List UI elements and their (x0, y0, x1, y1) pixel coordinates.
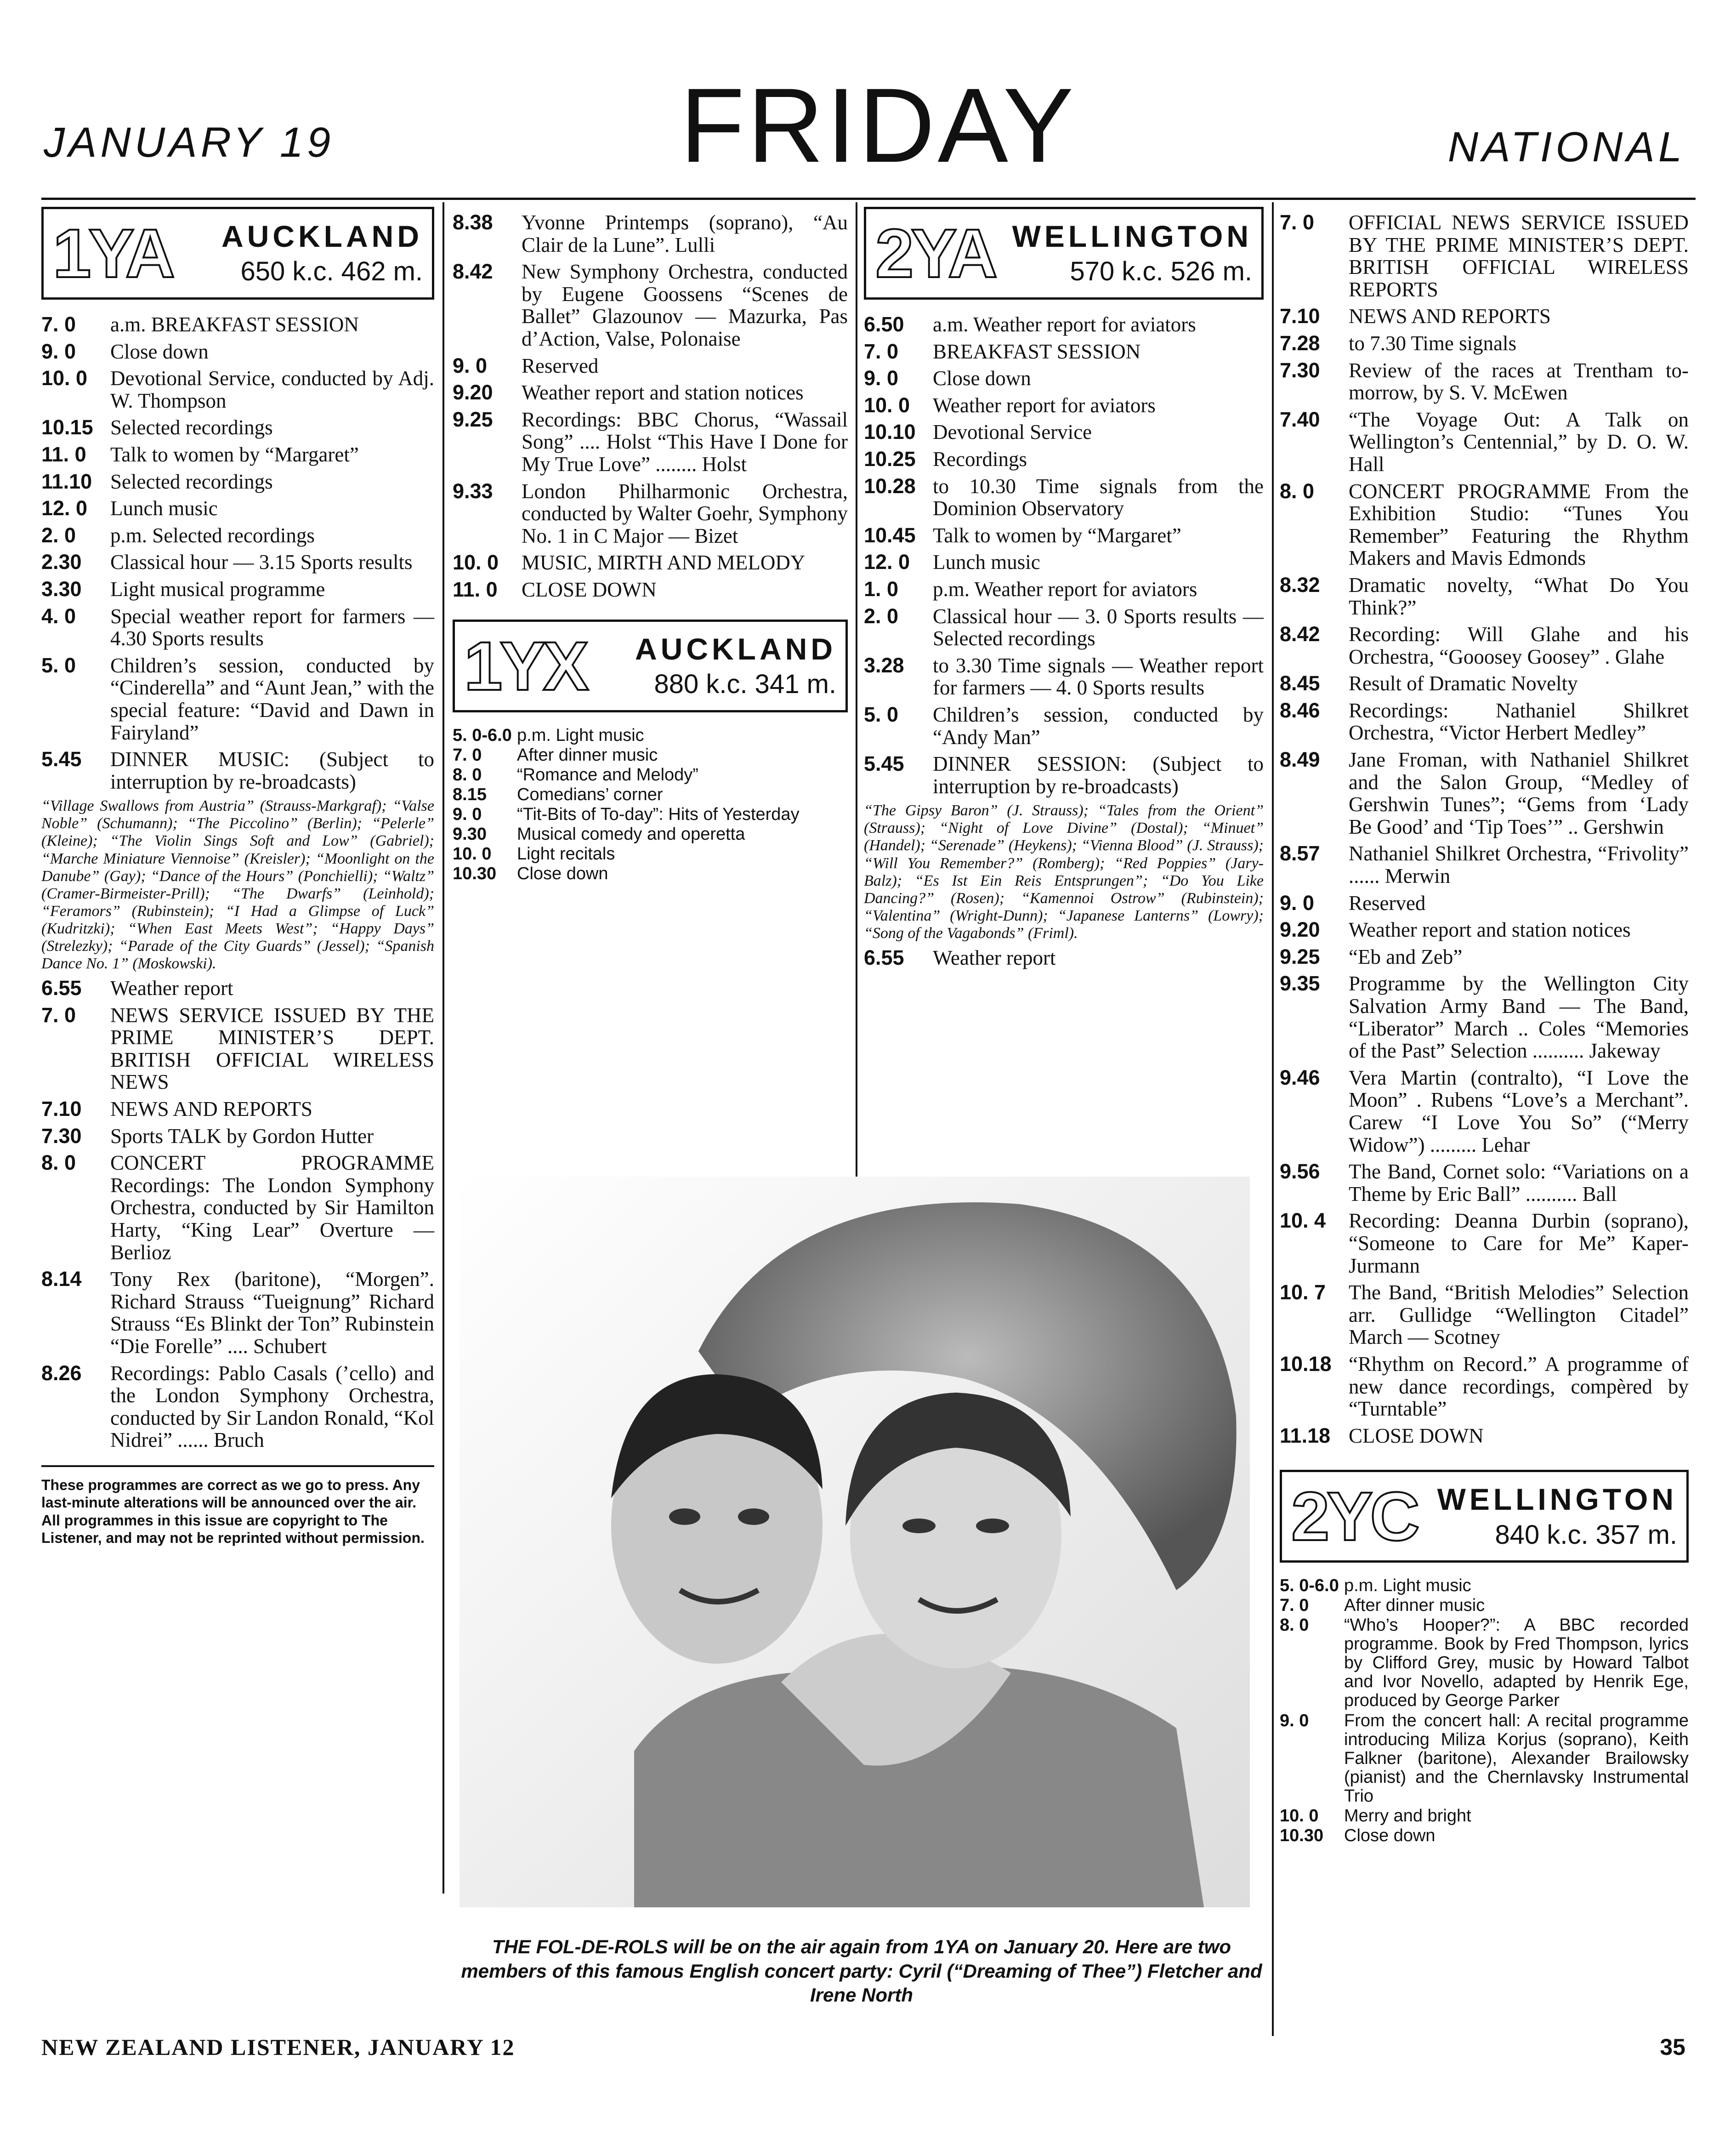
programme-entry (453, 355, 848, 377)
programme-entry (453, 785, 848, 804)
entry-time: 9. 0 (453, 353, 488, 377)
entry-time: 7. 0 (864, 339, 899, 363)
entry-time: 7. 0 (453, 745, 482, 765)
programme-entry (41, 578, 434, 601)
entry-description: Weather report (110, 977, 233, 1000)
entry-time: 5. 0 (864, 702, 899, 726)
programme-entry (41, 444, 434, 466)
programme-entry (1280, 842, 1689, 887)
entry-time: 9. 0 (1280, 1711, 1309, 1730)
entry-description: Review of the races at Trentham to-morrow, by S. V. McEwen (1349, 358, 1689, 404)
entry-description: Merry and bright (1344, 1806, 1471, 1826)
entry-time: 1. 0 (864, 577, 899, 601)
entry-description: Vera Martin (contralto), “I Love the Moon” . Rubens “Love’s a Merchant”. Carew “I Love You So” (“Merry Widow”) ......... Lehar (1349, 1066, 1689, 1156)
programme-list (41, 977, 434, 1451)
entry-time: 5.45 (864, 752, 904, 776)
entry-description: Recording: Will Glahe and his Orchestra, “Gooosey Goosey” . Glahe (1349, 623, 1689, 668)
entry-description: Recordings: BBC Chorus, “Wassail Song” .... Holst “This Have I Done for My True Love” ........ Holst (522, 408, 848, 476)
entry-description: to 3.30 Time signals — Weather report for farmers — 4. 0 Sports results (933, 654, 1264, 700)
station-logo: 1YA (53, 215, 173, 292)
entry-description: p.m. Light music (517, 725, 644, 745)
entry-description: Children’s session, conducted by “Andy Man” (933, 703, 1264, 749)
station-box-2ya (864, 207, 1264, 300)
footer-publication: NEW ZEALAND LISTENER, JANUARY 12 (41, 2034, 515, 2060)
entry-description: a.m. BREAKFAST SESSION (110, 313, 359, 336)
programme-list (41, 313, 434, 793)
station-box-1ya (41, 207, 434, 300)
entry-description: Programme by the Wellington City Salvation Army Band — The Band, “Liberator” March .. Coles “Memories of the Past” Selection .......... Jakeway (1349, 972, 1689, 1063)
entry-time: 12. 0 (864, 550, 910, 574)
column-divider (1272, 202, 1274, 2036)
programme-entry (41, 1152, 434, 1263)
station-city: WELLINGTON (1437, 1482, 1677, 1517)
dinner-music-note: “Village Swallows from Austria” (Strauss-Markgraf); “Valse Noble” (Schumann); “The Piccolino” (Berlin); “Pelerle” (Kleine); “The Violin Sings Soft and Low” (Gabriel); “Marche Miniature Viennoise” (Kreisler); “Moonlight on the Danube” (Gay); “Dance of the Hours” (Ponchielli); “Waltz” (Cramer-Birmeister-Prill); “The Dwarfs” (Leinhold); “Feramors” (Rubinstein); “I Had a Glimpse of Luck” (Kudritzki); “When East Meets West”; “Happy Days” (Strelezky); “Parade of the City Guards” (Jessel); “Spanish Dance No. 1” (Moskowski). (41, 797, 434, 972)
entry-description: Selected recordings (110, 416, 273, 439)
entry-description: Close down (1344, 1826, 1435, 1845)
column-2ya-continued (1280, 207, 1689, 1846)
entry-time: 12. 0 (41, 496, 88, 520)
programme-list (1280, 211, 1689, 1447)
entry-description: Talk to women by “Margaret” (110, 443, 359, 466)
entry-time: 9. 0 (453, 804, 482, 824)
entry-time: 8. 0 (453, 765, 482, 785)
column-1ya-continued (453, 207, 848, 884)
entry-time: 8. 0 (1280, 1615, 1309, 1635)
programme-entry (1280, 1067, 1689, 1156)
column-1yA (41, 207, 434, 1547)
programme-list (864, 313, 1264, 797)
programme-entry (1280, 1425, 1689, 1447)
entry-time: 10.30 (453, 864, 497, 883)
programme-entry (453, 825, 848, 844)
entry-time: 5. 0-6.0 (453, 725, 512, 745)
entry-description: After dinner music (517, 745, 658, 765)
entry-time: 10. 4 (1280, 1209, 1326, 1233)
programme-entry (1280, 1596, 1689, 1615)
programme-entry (453, 552, 848, 574)
programme-entry (41, 471, 434, 493)
programme-entry (1280, 1807, 1689, 1826)
entry-time: 9.20 (453, 381, 493, 404)
programme-entry (453, 381, 848, 404)
entry-description: Children’s session, conducted by “Cinderella” and “Aunt Jean,” with the special feature: “David and Dawn in Fairyland” (110, 654, 434, 744)
programme-entry (864, 341, 1264, 363)
entry-description: Light musical programme (110, 577, 325, 601)
entry-time: 7.40 (1280, 407, 1320, 431)
programme-entry (1280, 1712, 1689, 1806)
entry-time: 9.33 (453, 479, 493, 503)
programme-entry (453, 211, 848, 256)
header-date: JANUARY 19 (44, 119, 335, 166)
column-divider (856, 202, 857, 1177)
entry-time: 8.46 (1280, 698, 1320, 722)
header-day: FRIDAY (680, 66, 1077, 184)
entry-time: 10. 0 (41, 366, 88, 390)
entry-time: 8. 0 (1280, 479, 1315, 503)
entry-description: Classical hour — 3. 0 Sports results — Selected recordings (933, 604, 1264, 650)
programme-entry (1280, 211, 1689, 301)
programme-entry (41, 1004, 434, 1093)
photo-caption: THE FOL-DE-ROLS will be on the air again from 1YA on January 20. Here are two members of this famous English concert party: Cyril (“Dreaming of Thee”) Fletcher and Irene North (461, 1936, 1262, 2006)
entry-time: 8.42 (1280, 622, 1320, 646)
programme-entry (1280, 973, 1689, 1062)
entry-description: DINNER SESSION: (Subject to interruption by re-broadcasts) (933, 752, 1264, 798)
entry-description: Weather report for aviators (933, 393, 1156, 417)
entry-time: 9.20 (1280, 918, 1320, 942)
programme-entry (41, 1098, 434, 1121)
programme-entry (41, 748, 434, 793)
page-number: 35 (1660, 2034, 1685, 2060)
entry-time: 9.25 (1280, 944, 1320, 968)
entry-description: Recordings: Nathaniel Shilkret Orchestra, “Victor Herbert Medley” (1349, 699, 1689, 745)
station-frequency: 650 k.c. 462 m. (240, 256, 423, 287)
entry-time: 7.10 (41, 1097, 82, 1121)
entry-time: 3.30 (41, 577, 82, 601)
entry-description: CLOSE DOWN (1349, 1424, 1484, 1447)
station-city: WELLINGTON (1012, 219, 1252, 254)
programme-entry (864, 524, 1264, 547)
entry-description: New Symphony Orchestra, conducted by Eugene Goossens “Scenes de Ballet” Glazounov — Mazurka, Pas d’Action, Valse, Polonaise (522, 260, 848, 350)
programme-entry (1280, 409, 1689, 476)
station-city: AUCKLAND (635, 631, 836, 666)
entry-time: 7. 0 (41, 1003, 76, 1027)
entry-time: 4. 0 (41, 604, 76, 628)
entry-time: 10.18 (1280, 1352, 1332, 1376)
entry-description: From the concert hall: A recital programme introducing Miliza Korjus (soprano), Keith Falkner (baritone), Alexander Brailowsky (pianist) and the Chernlavsky Instrumental Trio (1344, 1711, 1689, 1806)
programme-entry (41, 551, 434, 574)
programme-entry (41, 605, 434, 650)
entry-time: 7.30 (1280, 358, 1320, 382)
programme-entry (864, 753, 1264, 797)
programme-list-small (1280, 1576, 1689, 1845)
station-logo: 2YC (1291, 1478, 1417, 1555)
entry-description: Weather report and station notices (522, 381, 804, 404)
entry-description: The Band, “British Melodies” Selection arr. Gullidge “Wellington Citadel” March — Scotney (1349, 1281, 1689, 1349)
programme-entry (41, 341, 434, 363)
entry-description: Yvonne Printemps (soprano), “Au Clair de la Lune”. Lulli (522, 211, 848, 256)
programme-entry (41, 1268, 434, 1357)
entry-time: 6.55 (864, 945, 904, 969)
entry-description: BREAKFAST SESSION (933, 340, 1141, 363)
programme-entry (864, 654, 1264, 699)
entry-time: 10. 0 (1280, 1806, 1319, 1826)
programme-entry (41, 977, 434, 1000)
programme-entry (864, 947, 1264, 969)
entry-description: Recordings (933, 447, 1027, 471)
entry-description: Devotional Service (933, 421, 1092, 444)
dinner-session-note: “The Gipsy Baron” (J. Strauss); “Tales from the Orient” (Strauss); “Night of Love Divine” (Dostal); “Minuet” (Handel); “Serenade” (Heykens); “Vienna Blood” (J. Strauss); “Will You Remember?” (Romberg); “Red Poppies” (Jary-Balz); “Es Ist Ein Reis Entsprungen”; “Do You Like Dancing?” (Rosen); “Kamennoi Ostrow” (Rubinstein); “Valentina” (Wright-Dunn); “Japanese Lanterns” (Lowry); “Song of the Vagabonds” (Friml). (864, 802, 1264, 942)
programme-entry (1280, 1616, 1689, 1710)
programme-entry (1280, 623, 1689, 668)
entry-time: 6.50 (864, 313, 904, 336)
entry-time: 9.25 (453, 407, 493, 431)
entry-time: 7. 0 (1280, 210, 1315, 234)
entry-description: After dinner music (1344, 1596, 1485, 1615)
entry-description: Lunch music (933, 551, 1040, 574)
entry-time: 9.46 (1280, 1065, 1320, 1089)
station-frequency: 570 k.c. 526 m. (1070, 256, 1252, 287)
programme-entry (453, 579, 848, 601)
entry-description: Result of Dramatic Novelty (1349, 672, 1578, 695)
entry-time: 2. 0 (41, 523, 76, 547)
entry-description: to 7.30 Time signals (1349, 331, 1517, 355)
header-rule (41, 198, 1696, 200)
station-box-1yx (453, 620, 848, 712)
station-frequency: 880 k.c. 341 m. (654, 669, 836, 699)
programme-entry (1280, 1210, 1689, 1277)
programme-entry (41, 524, 434, 547)
entry-time: 9. 0 (864, 366, 899, 390)
programme-entry (864, 578, 1264, 601)
programme-entry (1280, 332, 1689, 355)
programme-entry (864, 475, 1264, 520)
entry-description: Recording: Deanna Durbin (soprano), “Someone to Care for Me” Kaper-Jurmann (1349, 1209, 1689, 1277)
entry-description: Close down (933, 367, 1031, 390)
entry-description: CONCERT PROGRAMME Recordings: The London Symphony Orchestra, conducted by Sir Hamilton Harty, “King Lear” Overture — Berlioz (110, 1151, 434, 1264)
entry-time: 10. 7 (1280, 1280, 1326, 1304)
entry-description: CONCERT PROGRAMME From the Exhibition Studio: “Tunes You Remember” Featuring the Rhythm Makers and Mavis Edmonds (1349, 479, 1689, 570)
entry-time: 9. 0 (41, 339, 76, 363)
entry-time: 10. 0 (453, 551, 499, 574)
entry-description: NEWS SERVICE ISSUED BY THE PRIME MINISTER’S DEPT. BRITISH OFFICIAL WIRELESS NEWS (110, 1003, 434, 1094)
programme-entry (453, 766, 848, 785)
entry-time: 8. 0 (41, 1151, 76, 1175)
entry-description: “Eb and Zeb” (1349, 945, 1463, 968)
programme-entry (1280, 1826, 1689, 1845)
entry-description: Devotional Service, conducted by Adj. W. Thompson (110, 367, 434, 412)
programme-entry (453, 726, 848, 745)
programme-list (864, 947, 1264, 969)
entry-description: p.m. Light music (1344, 1576, 1471, 1596)
entry-time: 8.38 (453, 210, 493, 234)
entry-time: 9. 0 (1280, 891, 1315, 915)
programme-entry (41, 416, 434, 439)
entry-time: 11. 0 (41, 442, 86, 466)
entry-time: 11. 0 (453, 577, 498, 601)
entry-time: 6.55 (41, 976, 82, 1000)
programme-entry (1280, 946, 1689, 968)
entry-description: Reserved (522, 354, 599, 377)
station-frequency: 840 k.c. 357 m. (1495, 1519, 1677, 1550)
programme-entry (453, 865, 848, 883)
station-box-2yc (1280, 1470, 1689, 1563)
entry-time: 8.32 (1280, 573, 1320, 597)
programme-entry (453, 409, 848, 476)
header-network: NATIONAL (1447, 124, 1685, 171)
entry-description: Selected recordings (110, 470, 273, 493)
programme-list (453, 211, 848, 601)
entry-time: 2. 0 (864, 604, 899, 628)
entry-time: 7.30 (41, 1124, 82, 1148)
programme-entry (1280, 574, 1689, 619)
programme-entry (1280, 892, 1689, 915)
entry-description: Weather report and station notices (1349, 918, 1631, 942)
entry-time: 11.18 (1280, 1423, 1331, 1447)
entry-time: 10. 0 (864, 393, 910, 417)
entry-description: DINNER MUSIC: (Subject to interruption by re-broadcasts) (110, 748, 434, 793)
station-logo: 1YX (464, 627, 586, 705)
programme-entry (1280, 305, 1689, 328)
entry-time: 5.45 (41, 747, 82, 771)
programme-entry (41, 313, 434, 336)
entry-description: Jane Froman, with Nathaniel Shilkret and the Salon Group, “Medley of Gershwin Tunes”; “Gems from ‘Lady Be Good’ and ‘Tip Toes’” .. Gershwin (1349, 748, 1689, 838)
photo-illustration (460, 1177, 1250, 1907)
programme-entry (453, 480, 848, 547)
station-logo: 2YA (875, 215, 995, 292)
programme-entry (864, 313, 1264, 336)
copyright-notice: These programmes are correct as we go to press. Any last-minute alterations will be announced over the air. All programmes in this issue are copyright to The Listener, and may not be reprinted without permission. (41, 1465, 434, 1547)
entry-description: Talk to women by “Margaret” (933, 523, 1181, 547)
entry-time: 8.49 (1280, 748, 1320, 772)
entry-description: London Philharmonic Orchestra, conducted by Walter Goehr, Symphony No. 1 in C Major — Bizet (522, 479, 848, 547)
programme-entry (1280, 919, 1689, 941)
entry-description: MUSIC, MIRTH AND MELODY (522, 551, 806, 574)
photo-fol-de-rols (460, 1177, 1250, 1907)
entry-time: 7. 0 (41, 313, 76, 336)
entry-time: 7.10 (1280, 304, 1320, 328)
entry-description: Close down (110, 340, 209, 363)
entry-description: Lunch music (110, 497, 218, 520)
programme-entry (1280, 1281, 1689, 1348)
programme-entry (453, 261, 848, 350)
entry-description: Dramatic novelty, “What Do You Think?” (1349, 573, 1689, 619)
entry-description: “Romance and Melody” (517, 765, 698, 785)
entry-time: 2.30 (41, 550, 82, 574)
entry-time: 9.56 (1280, 1160, 1320, 1183)
entry-time: 10.10 (864, 420, 916, 444)
entry-time: 5. 0 (41, 653, 76, 677)
entry-description: OFFICIAL NEWS SERVICE ISSUED BY THE PRIME MINISTER’S DEPT. BRITISH OFFICIAL WIRELESS REPORTS (1349, 211, 1689, 301)
column-divider (443, 202, 444, 1894)
entry-time: 7.28 (1280, 331, 1320, 355)
entry-description: Recordings: Pablo Casals (’cello) and the London Symphony Orchestra, conducted by Sir Landon Ronald, “Kol Nidrei” ...... Bruch (110, 1361, 434, 1452)
programme-entry (1280, 1353, 1689, 1420)
programme-entry (1280, 1576, 1689, 1595)
entry-time: 11.10 (41, 469, 92, 493)
entry-description: Light recitals (517, 844, 615, 864)
entry-time: 10.25 (864, 447, 916, 471)
entry-description: NEWS AND REPORTS (110, 1098, 312, 1121)
programme-entry (1280, 1160, 1689, 1205)
programme-entry (1280, 700, 1689, 744)
programme-entry (864, 421, 1264, 444)
entry-description: Nathaniel Shilkret Orchestra, “Frivolity” ...... Merwin (1349, 842, 1689, 888)
programme-entry (41, 654, 434, 744)
programme-entry (41, 1125, 434, 1148)
entry-time: 10.45 (864, 523, 916, 547)
entry-time: 7. 0 (1280, 1596, 1309, 1615)
programme-entry (864, 605, 1264, 650)
entry-time: 5. 0-6.0 (1280, 1576, 1339, 1596)
programme-entry (453, 845, 848, 864)
entry-time: 8.14 (41, 1267, 82, 1291)
entry-description: Tony Rex (baritone), “Morgen”. Richard Strauss “Tueignung” Richard Strauss “Es Blinkt der Ton” Rubinstein “Die Forelle” .... Schubert (110, 1268, 434, 1358)
programme-entry (41, 1362, 434, 1451)
entry-description: “The Voyage Out: A Talk on Wellington’s Centennial,” by D. O. W. Hall (1349, 408, 1689, 476)
programme-entry (453, 746, 848, 765)
programme-entry (864, 367, 1264, 390)
entry-description: “Who’s Hooper?”: A BBC recorded programme. Book by Fred Thompson, lyrics by Clifford Grey, music by Howard Talbot and Ivor Novello, adapted by Henrik Ege, produced by George Parker (1344, 1615, 1689, 1711)
entry-time: 10.30 (1280, 1826, 1324, 1845)
entry-description: a.m. Weather report for aviators (933, 313, 1196, 336)
entry-time: 9.30 (453, 824, 487, 844)
entry-description: Close down (517, 864, 608, 883)
programme-entry (864, 551, 1264, 574)
entry-time: 3.28 (864, 653, 904, 677)
entry-description: “Rhythm on Record.” A programme of new dance recordings, compèred by “Turntable” (1349, 1352, 1689, 1421)
entry-description: Comedians’ corner (517, 785, 663, 804)
entry-time: 8.42 (453, 260, 493, 284)
entry-description: p.m. Selected recordings (110, 523, 315, 547)
entry-description: CLOSE DOWN (522, 578, 657, 601)
programme-entry (41, 497, 434, 520)
station-city: AUCKLAND (221, 219, 423, 254)
entry-time: 8.57 (1280, 842, 1320, 865)
entry-description: Sports TALK by Gordon Hutter (110, 1124, 374, 1148)
entry-description: Reserved (1349, 891, 1426, 915)
entry-time: 8.15 (453, 785, 487, 804)
entry-time: 10. 0 (453, 844, 492, 864)
entry-description: Special weather report for farmers — 4.30 Sports results (110, 604, 434, 650)
programme-entry (864, 704, 1264, 748)
programme-entry (453, 805, 848, 824)
entry-time: 10.15 (41, 415, 93, 439)
entry-description: p.m. Weather report for aviators (933, 577, 1197, 601)
programme-entry (864, 448, 1264, 471)
entry-description: Classical hour — 3.15 Sports results (110, 551, 413, 574)
programme-entry (1280, 359, 1689, 404)
entry-description: “Tit-Bits of To-day”: Hits of Yesterday (517, 804, 800, 824)
entry-description: NEWS AND REPORTS (1349, 305, 1551, 328)
entry-time: 9.35 (1280, 972, 1320, 995)
entry-time: 8.26 (41, 1361, 82, 1385)
entry-description: Weather report (933, 946, 1056, 969)
entry-time: 10.28 (864, 474, 916, 498)
programme-entry (1280, 749, 1689, 838)
entry-description: Musical comedy and operetta (517, 824, 745, 844)
programme-entry (41, 367, 434, 412)
entry-description: to 10.30 Time signals from the Dominion Observatory (933, 474, 1264, 520)
programme-entry (864, 394, 1264, 417)
programme-entry (1280, 480, 1689, 569)
column-2ya (864, 207, 1264, 974)
programme-list-small (453, 726, 848, 883)
entry-time: 8.45 (1280, 671, 1320, 695)
entry-description: The Band, Cornet solo: “Variations on a Theme by Eric Ball” .......... Ball (1349, 1160, 1689, 1206)
programme-entry (1280, 672, 1689, 695)
